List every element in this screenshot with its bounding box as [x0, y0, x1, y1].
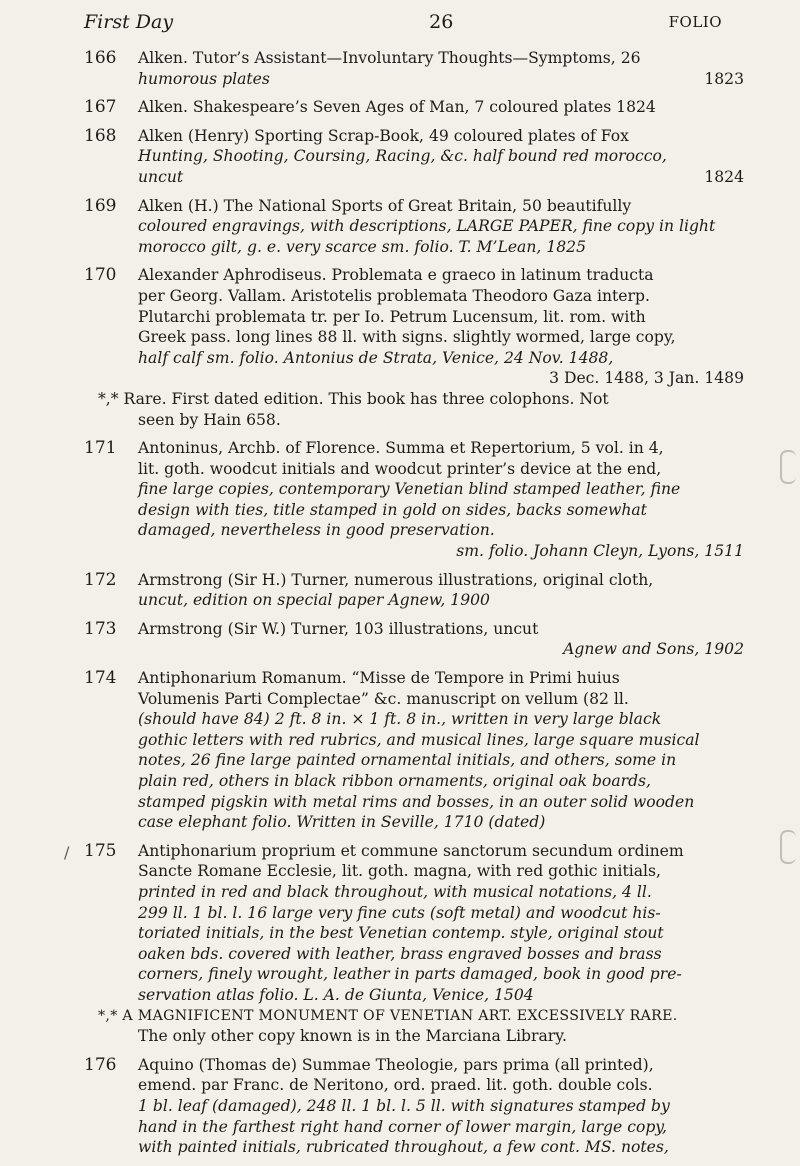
- lot-line: oaken bds. covered with leather, brass engraved bosses and brass: [138, 944, 662, 963]
- lot-entry: [84, 1055, 744, 1158]
- lot-line: servation atlas folio. L. A. de Giunta, Venice, 1504: [138, 985, 534, 1004]
- lot-line: Alken. Tutor’s Assistant—Involuntary Thoughts—Symptoms, 26: [138, 49, 641, 67]
- lot-line: 3 Dec. 1488, 3 Jan. 1489: [549, 369, 744, 388]
- lot-number: 173: [84, 618, 117, 639]
- sale-day-heading: First Day: [84, 11, 174, 33]
- lot-number: 168: [84, 125, 117, 146]
- lot-line: Alken (Henry) Sporting Scrap-Book, 49 coloured plates of Fox: [138, 126, 629, 145]
- page-number: 26: [429, 11, 454, 33]
- lot-note: *,* Rare. First dated edition. This book has three colophons. Not: [98, 389, 609, 408]
- lot-line: damaged, nevertheless in good preservation.: [138, 521, 495, 540]
- lot-line: coloured engravings, with descriptions, LARGE PAPER, fine copy in light: [138, 217, 716, 236]
- lot-line: with painted initials, rubricated throughout, a few cont. MS. notes,: [138, 1138, 669, 1157]
- lot-line: 299 ll. 1 bl. l. 16 large very fine cuts (soft metal) and woodcut his-: [138, 903, 661, 922]
- lot-line: Antiphonarium proprium et commune sanctorum secundum ordinem: [138, 841, 684, 860]
- lot-line: 1823: [704, 69, 744, 88]
- binding-hole: [780, 830, 796, 864]
- lot-line: plain red, others in black ribbon ornaments, original oak boards,: [138, 772, 652, 790]
- lot-line: sm. folio. Johann Cleyn, Lyons, 1511: [456, 542, 744, 561]
- lot-line: corners, finely wrought, leather in parts damaged, book in good pre-: [138, 965, 682, 984]
- lot-entry: [84, 48, 744, 89]
- lot-line: fine large copies, contemporary Venetian blind stamped leather, fine: [138, 480, 681, 499]
- lot-entry: [84, 570, 744, 611]
- lot-line: 1 bl. leaf (damaged), 248 ll. 1 bl. l. 5 ll. with signatures stamped by: [138, 1096, 670, 1115]
- lot-line: humorous plates: [138, 69, 270, 88]
- lot-line: Alken. Shakespeare’s Seven Ages of Man, 7 coloured plates 1824: [138, 98, 656, 117]
- lot-line: half calf sm. folio. Antonius de Strata, Venice, 24 Nov. 1488,: [138, 348, 614, 367]
- lot-line: Volumenis Parti Complectae” &c. manuscript on vellum (82 ll.: [138, 689, 629, 708]
- lot-list: [64, 48, 744, 1166]
- lot-line: Hunting, Shooting, Coursing, Racing, &c. half bound red morocco,: [138, 147, 667, 166]
- lot-line: Armstrong (Sir W.) Turner, 103 illustrations, uncut: [138, 619, 539, 638]
- lot-line: lit. goth. woodcut initials and woodcut printer’s device at the end,: [138, 459, 662, 478]
- lot-line: 1824: [704, 167, 744, 186]
- lot-line: Plutarchi problemata tr. per Io. Petrum Lucensum, lit. rom. with: [138, 307, 646, 326]
- lot-number: 166: [84, 48, 117, 68]
- lot-line: notes, 26 fine large painted ornamental initials, and others, some in: [138, 751, 677, 770]
- lot-number: 176: [84, 1054, 117, 1075]
- format-heading: FOLIO: [668, 13, 722, 31]
- lot-number: 172: [84, 569, 117, 590]
- lot-line: Armstrong (Sir H.) Turner, numerous illustrations, original cloth,: [138, 570, 654, 589]
- binding-hole: [780, 450, 796, 484]
- lot-number: 175: [84, 840, 117, 861]
- lot-entry: [84, 97, 744, 118]
- lot-line: Antoninus, Archb. of Florence. Summa et Repertorium, 5 vol. in 4,: [138, 439, 664, 458]
- margin-tick-mark: /: [64, 842, 70, 862]
- lot-line: Sancte Romane Ecclesie, lit. goth. magna, with red gothic initials,: [138, 862, 662, 881]
- lot-entry: [84, 265, 744, 430]
- lot-number: 171: [84, 438, 117, 459]
- lot-line: Alken (H.) The National Sports of Great Britain, 50 beautifully: [138, 196, 632, 215]
- lot-line: morocco gilt, g. e. very scarce sm. folio. T. M’Lean, 1825: [138, 237, 586, 256]
- lot-entry: [84, 619, 744, 660]
- lot-entry: [84, 668, 744, 833]
- lot-line: (should have 84) 2 ft. 8 in. × 1 ft. 8 in., written in very large black: [138, 710, 662, 729]
- lot-number: 170: [84, 265, 117, 286]
- page-header: [84, 11, 722, 41]
- lot-entry: [64, 840, 744, 1047]
- lot-line: Antiphonarium Romanum. “Misse de Tempore in Primi huius: [138, 669, 620, 688]
- lot-line: printed in red and black throughout, with musical notations, 4 ll.: [138, 882, 652, 901]
- lot-line: emend. par Franc. de Neritono, ord. praed. lit. goth. double cols.: [138, 1076, 653, 1095]
- lot-number: 169: [84, 195, 117, 216]
- lot-note: *,* A MAGNIFICENT MONUMENT OF VENETIAN ART. EXCESSIVELY RARE.: [98, 1007, 678, 1024]
- lot-entry: [84, 438, 744, 562]
- lot-line: Agnew and Sons, 1902: [563, 640, 744, 659]
- lot-line: per Georg. Vallam. Aristotelis problemata Theodoro Gaza interp.: [138, 286, 650, 305]
- lot-line: case elephant folio. Written in Seville, 1710 (dated): [138, 813, 546, 832]
- lot-line: design with ties, title stamped in gold on sides, backs somewhat: [138, 500, 647, 519]
- lot-line: toriated initials, in the best Venetian contemp. style, original stout: [138, 924, 664, 943]
- lot-number: 167: [84, 97, 117, 118]
- lot-entry: [84, 126, 744, 188]
- lot-line: gothic letters with red rubrics, and musical lines, large square musical: [138, 730, 700, 749]
- lot-entry: [84, 196, 744, 258]
- lot-line: Alexander Aphrodiseus. Problemata e graeco in latinum traducta: [138, 266, 654, 285]
- lot-line: seen by Hain 658.: [138, 410, 281, 429]
- lot-line: Aquino (Thomas de) Summae Theologie, pars prima (all printed),: [138, 1055, 654, 1074]
- lot-line: hand in the farthest right hand corner of lower margin, large copy,: [138, 1117, 668, 1136]
- lot-line: The only other copy known is in the Marciana Library.: [138, 1027, 567, 1046]
- lot-number: 174: [84, 668, 117, 689]
- lot-line: stamped pigskin with metal rims and bosses, in an outer solid wooden: [138, 792, 695, 811]
- lot-line: Greek pass. long lines 88 ll. with signs. slightly wormed, large copy,: [138, 328, 676, 347]
- lot-line: uncut, edition on special paper Agnew, 1900: [138, 591, 490, 610]
- lot-line: uncut: [138, 167, 184, 186]
